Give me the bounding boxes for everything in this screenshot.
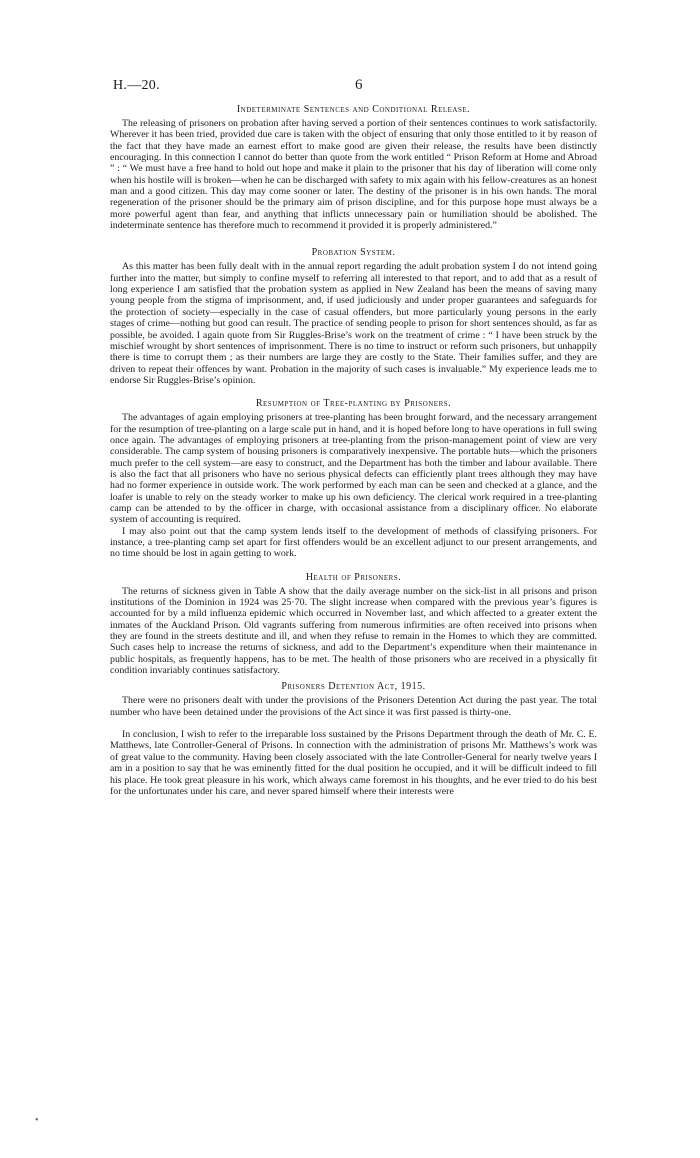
section-heading: Probation System. [311, 247, 396, 259]
paragraph: As this matter has been fully dealt with in the annual report regarding the adult probation system I do not intend going further into the matter, but simply to confine myself to referring all interested to that report, and to add that as a result of long experience I am satisfied that the probation system as applied in New Zealand has been the means of saving many young people from the stigma of imprisonment, and, if used judiciously and under proper guarantees and safeguards for the protection of society—especially in the case of casual offenders, but more particularly young persons in the early stages of crime—nothing but good can result. The practice of sending people to prison for short sentences should, as far as possible, be avoided. I again quote from Sir Ruggles-Brise’s work on the treatment of crime : “ I have been struck by the mischief wrought by short sentences of imprisonment. There is no time to instruct or reform such prisoners, but unhappily there is time to corrupt them ; as their numbers are large they are costly to the State. Their families suffer, and they are driven to repeat their offences by want. Probation in the majority of such cases is invaluable.” My experience leads me to endorse Sir Ruggles-Brise’s opinion. [110, 261, 597, 386]
section-heading: Health of Prisoners. [305, 571, 402, 583]
section-tree-planting [110, 397, 597, 559]
section-heading: Indeterminate Sentences and Conditional Release. [236, 104, 471, 115]
paragraph: The returns of sickness given in Table A show that the daily average number on the sick-list in all prisons and prison institutions of the Dominion in 1924 was 25·70. The slight increase when compared with the previous year’s figures is accounted for by a mild influenza epidemic which occurred in November last, and which affected to a greater extent the inmates of the Auckland Prison. Old vagrants suffering from numerous infirmities are often received into prisons when they are found in the streets destitute and ill, and when they refuse to remain in the Homes to which they are committed. Such cases help to increase the returns of sickness, and add to the Department’s expenditure when their maintenance in public hospitals, as frequently happens, has to be met. The health of those prisoners who are received in a physically fit condition invariably continues satisfactory. [110, 585, 597, 677]
section-prisoners-detention-act [110, 680, 597, 718]
margin-mark: • [35, 1115, 39, 1126]
paragraph: The releasing of prisoners on probation after having served a portion of their sentences continues to work satisfactorily. Wherever it has been tried, provided due care is taken with the object of ensuring that only those entitled to it by reason of the fact that they have made an earnest effort to make good are given their release, the results have been distinctly encouraging. In this connection I cannot do better than quote from the work entitled “ Prison Reform at Home and Abroad ” : “ We must have a free hand to hold out hope and make it plain to the prisoner that his day of liberation will come only when his hostile will is broken—when he can be discharged with safety to mix again with his fellow-creatures as an honest man and a good citizen. This day may come sooner or later. The destiny of the prisoner is in his own hands. The moral regeneration of the prisoner should be the primary aim of prison discipline, and for this purpose hope must always be a more powerful agent than fear, and anything that inflicts unnecessary pain or humiliation should be abolished. The indeterminate sentence has therefore much to recommend it provided it is properly administered.” [110, 118, 597, 232]
section-health-of-prisoners [110, 571, 597, 677]
paragraph: I may also point out that the camp system lends itself to the development of methods of classifying prisoners. For instance, a tree-planting camp set apart for first offenders would be an excellent adjunct to our present arrangements, and no time should be lost in again getting to work. [110, 525, 597, 560]
report-reference: H.—20. [113, 78, 160, 93]
section-probation-system [110, 246, 597, 386]
section-heading: Resumption of Tree-planting by Prisoners. [255, 398, 452, 410]
section-indeterminate-sentences [110, 103, 597, 231]
paragraph: The advantages of again employing prisoners at tree-planting has been brought forward, and the necessary arrangement for the resumption of tree-planting on a large scale put in hand, and it is hoped before long to have operations in full swing once again. The advantages of employing prisoners at tree-planting from the prison-management point of view are very considerable. The camp system of housing prisoners is comparatively inexpensive. The portable huts—which the prisoners much prefer to the cell system—are easy to construct, and the Department has both the timber and labour available. There is also the fact that all prisoners who have no serious physical defects can efficiently plant trees although they may have had no former experience in outside work. The work performed by each man can be seen and checked at a glance, and the loafer is unable to rely on the steady worker to make up his own deficiency. The clerical work required in a tree-planting camp can be attended to by the officer in charge, with occasional assistance from a disciplinary officer. No elaborate system of accounting is required. [110, 412, 597, 526]
section-heading: Prisoners Detention Act, 1915. [281, 681, 426, 693]
page-number: 6 [355, 77, 363, 93]
paragraph: There were no prisoners dealt with under the provisions of the Prisoners Detention Act during the past year. The total number who have been detained under the provisions of the Act since it was first passed is thirty-one. [110, 695, 597, 718]
body-text [110, 103, 597, 797]
closing-paragraph: In conclusion, I wish to refer to the irreparable loss sustained by the Prisons Department through the death of Mr. C. E. Matthews, late Controller-General of Prisons. In connection with the administration of prisons Mr. Matthews’s work was of great value to the community. Having been closely associated with the late Controller-General for nearly twelve years I am in a position to say that he was eminently fitted for the dual position he occupied, and it will be difficult indeed to fill his place. He took great pleasure in his work, which always came foremost in his thoughts, and he ever tried to do his best for the unfortunates under his care, and never spared himself where their interests were [110, 729, 597, 797]
